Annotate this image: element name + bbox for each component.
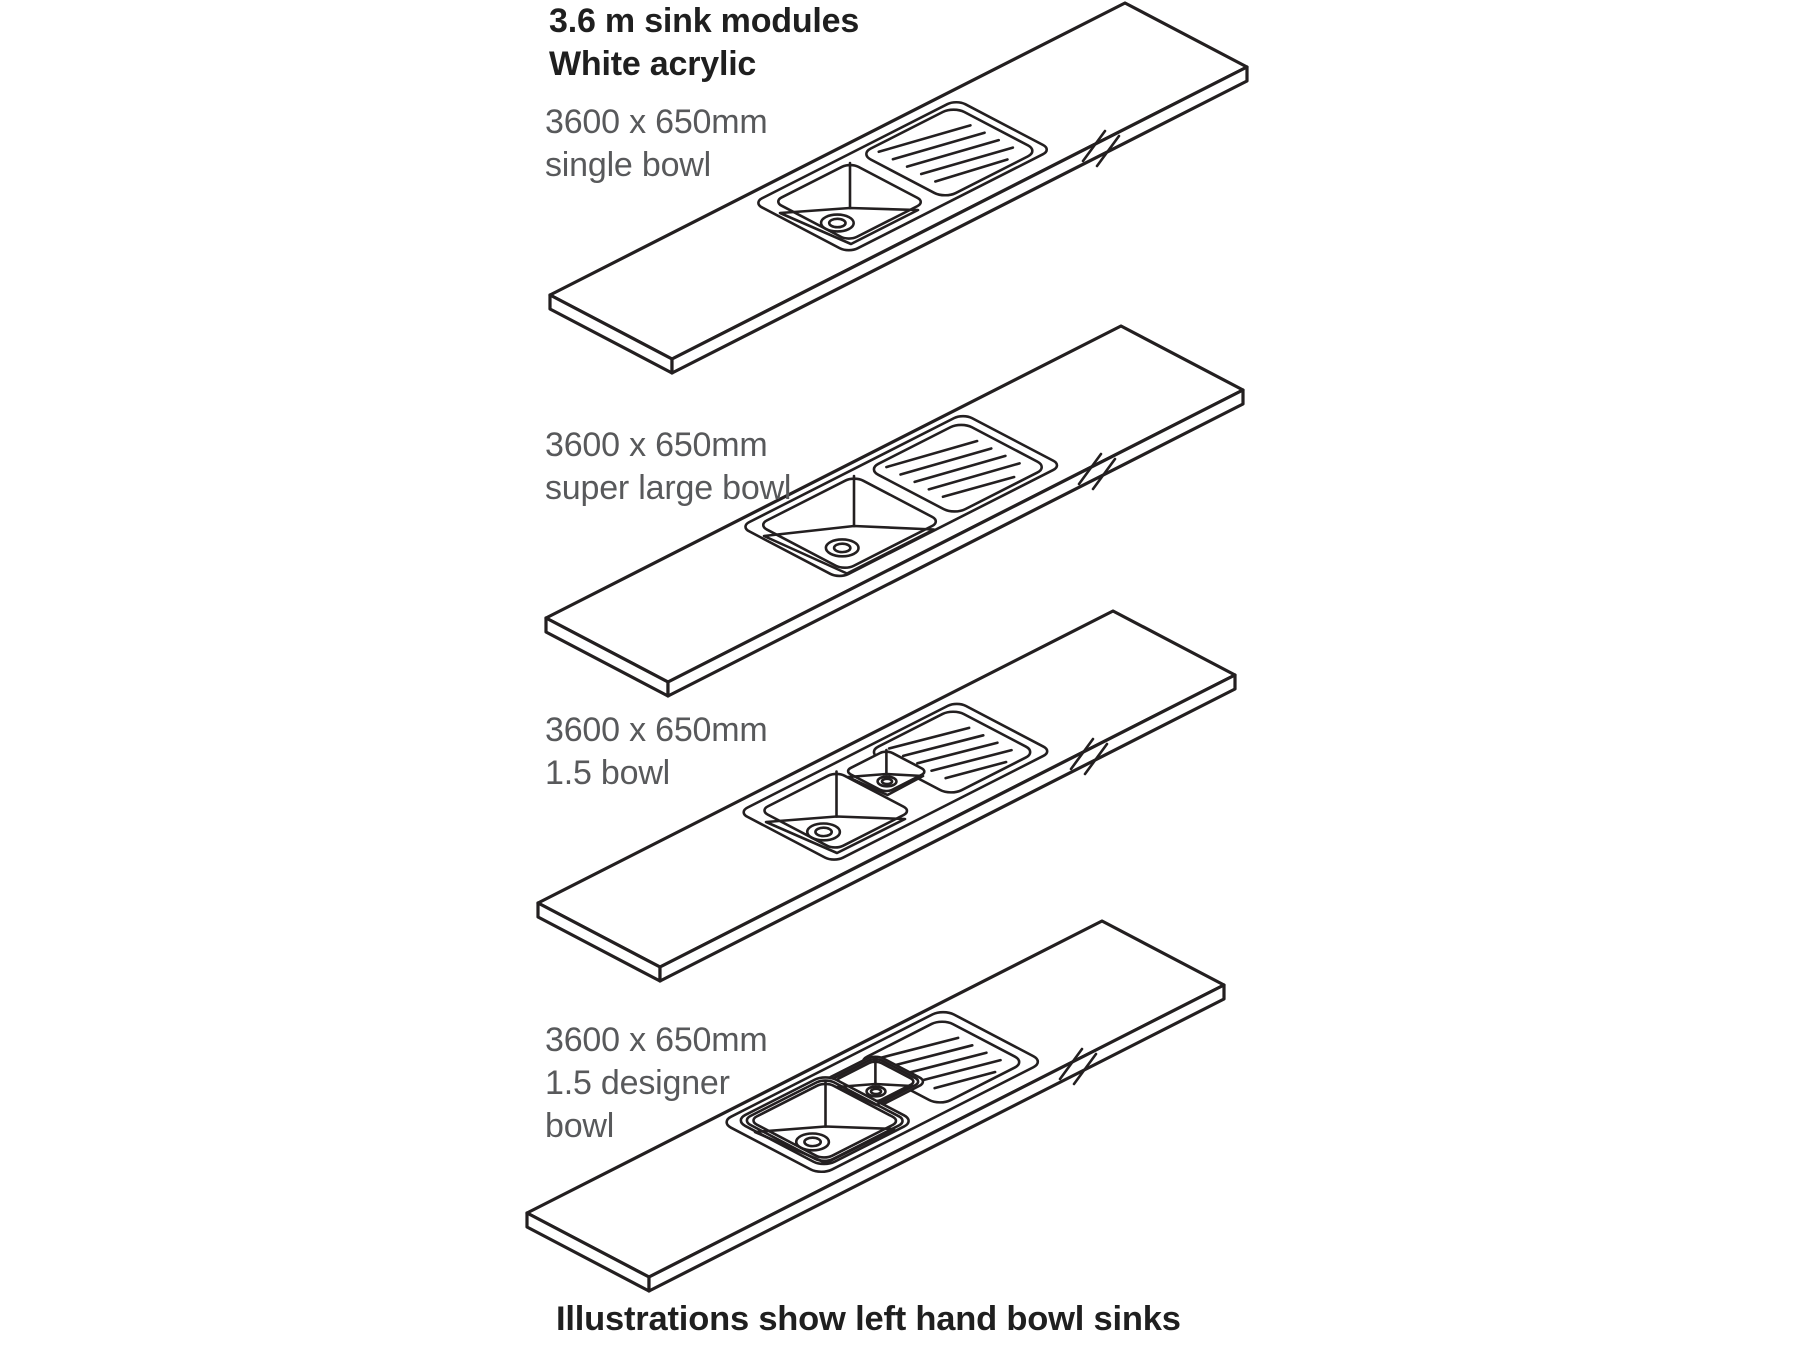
module-label-1-5-designer-bowl — [545, 1019, 768, 1148]
module-type: 1.5 bowl — [545, 754, 671, 792]
module-label-1-5-bowl — [545, 709, 768, 795]
module-type: single bowl — [545, 146, 712, 184]
page-title-line2: White acrylic — [549, 45, 757, 83]
page-title-line1: 3.6 m sink modules — [549, 2, 860, 40]
module-label-super-large-bowl — [545, 424, 791, 510]
module-dimensions: 3600 x 650mm — [545, 426, 768, 464]
page-title — [549, 0, 859, 86]
module-dimensions: 3600 x 650mm — [545, 1021, 768, 1059]
module-label-single-bowl — [545, 101, 768, 187]
module-dimensions: 3600 x 650mm — [545, 711, 768, 749]
footer-caption: Illustrations show left hand bowl sinks — [556, 1300, 1181, 1338]
module-type: 1.5 designer bowl — [545, 1064, 730, 1145]
module-dimensions: 3600 x 650mm — [545, 103, 768, 141]
module-type: super large bowl — [545, 469, 792, 507]
